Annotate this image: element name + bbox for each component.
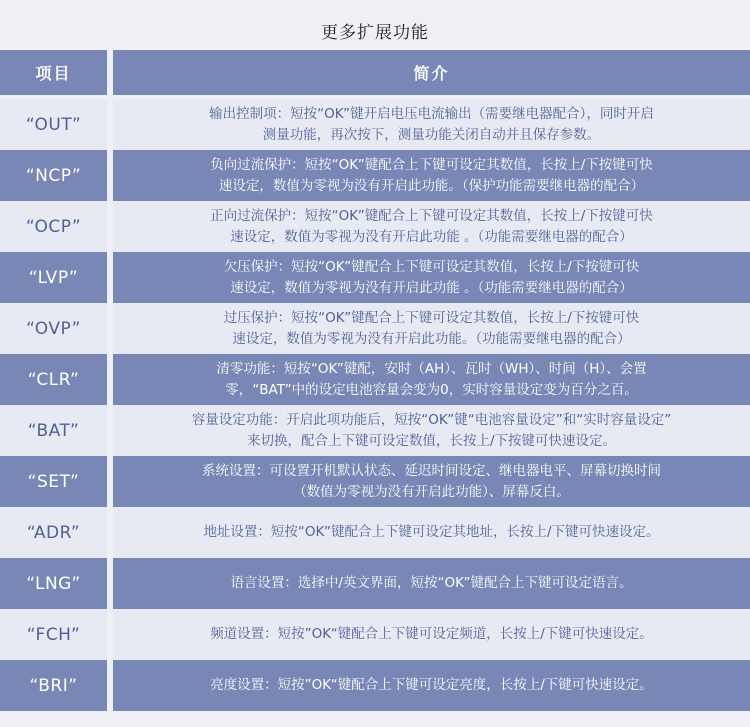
description-line: 地址设置：短按“OK”键配合上下键可设定其地址，长按上/下键可快速设定。 (203, 524, 660, 540)
table-row (0, 150, 750, 201)
table-row (0, 354, 750, 405)
table-row (0, 405, 750, 456)
table-body (0, 99, 750, 711)
description-line: 零，“BAT”中的设定电池容量会变为0，实时容量设定变为百分之百。 (225, 381, 638, 398)
page-title: 更多扩展功能 (321, 23, 429, 43)
table-row (0, 507, 750, 558)
description-line: 容量设定功能：开启此项功能后，短按“OK”键“电池容量设定”和“实时容量设定” (191, 411, 672, 428)
description-line: 正向过流保护：短按“OK”键配合上下键可设定其数值，长按上/下按键可快 (210, 207, 653, 224)
row-code: “SET” (0, 456, 107, 507)
description-line: 语言设置：选择中/英文界面，短按“OK”键配合上下键可设定语言。 (230, 575, 633, 591)
row-description (113, 609, 750, 660)
description-line: 亮度设置：短按”OK“键配合上下键可设定亮度，长按上/下键可快速设定。 (210, 677, 653, 693)
row-description (113, 150, 750, 201)
row-code: “CLR” (0, 354, 107, 405)
description-line: （数值为零视为没有开启此功能）、屏幕反白。 (293, 483, 570, 500)
row-code: “OUT” (0, 99, 107, 150)
description-line: 来切换，配合上下键可设定数值，长按上/下按键可快速设定。 (246, 432, 617, 449)
row-code: “BAT” (0, 405, 107, 456)
description-line: 输出控制项：短按“OK”键开启电压电流输出（需要继电器配合），同时开启 (209, 105, 654, 122)
row-description (113, 456, 750, 507)
row-description (113, 303, 750, 354)
description-line: 频道设置：短按”OK“键配合上下键可设定频道，长按上/下键可快速设定。 (210, 626, 653, 642)
row-description (113, 405, 750, 456)
description-line: 系统设置：可设置开机默认状态、延迟时间设定、继电器电平、屏幕切换时间 (202, 462, 661, 479)
description-line: 过压保护：短按“OK”键配合上下键可设定其数值，长按上/下按键可快 (223, 309, 640, 326)
table-row (0, 609, 750, 660)
row-description (113, 201, 750, 252)
header-item: 项目 (0, 50, 107, 95)
description-line: 速设定，数值为零视为没有开启此功能 。（功能需要继电器的配合） (230, 228, 633, 245)
table-row (0, 558, 750, 609)
description-line: 测量功能，再次按下，测量功能关闭自动并且保存参数。 (262, 126, 601, 143)
row-code: “OCP” (0, 201, 107, 252)
row-code: “OVP” (0, 303, 107, 354)
row-code: “NCP” (0, 150, 107, 201)
description-line: 速设定，数值为零视为没有开启此功能。（功能需要继电器的配合） (232, 330, 631, 347)
table-row (0, 99, 750, 150)
row-description (113, 558, 750, 609)
description-line: 速设定，数值为零视为没有开启此功能。（保护功能需要继电器的配合） (218, 177, 645, 194)
table-header (0, 50, 750, 95)
row-code: “BRI” (0, 660, 107, 711)
table-row (0, 201, 750, 252)
row-description (113, 507, 750, 558)
description-line: 欠压保护：短按“OK”键配合上下键可设定其数值，长按上/下按键可快 (223, 258, 640, 275)
row-description (113, 354, 750, 405)
row-description (113, 99, 750, 150)
row-description (113, 660, 750, 711)
row-code: “FCH” (0, 609, 107, 660)
header-description: 简介 (113, 50, 750, 95)
description-line: 清零功能：短按“OK”键配，安时（AH）、瓦时（WH）、时间（H）、会置 (216, 360, 647, 377)
table-row (0, 303, 750, 354)
table-row (0, 456, 750, 507)
description-line: 速设定，数值为零视为没有开启此功能 。（功能需要继电器的配合） (230, 279, 633, 296)
row-code: “ADR” (0, 507, 107, 558)
row-code: “LNG” (0, 558, 107, 609)
description-line: 负向过流保护：短按“OK”键配合上下键可设定其数值，长按上/下按键可快 (210, 156, 653, 173)
row-description (113, 252, 750, 303)
table-row (0, 252, 750, 303)
table-row (0, 660, 750, 711)
row-code: “LVP” (0, 252, 107, 303)
feature-table (0, 50, 750, 711)
